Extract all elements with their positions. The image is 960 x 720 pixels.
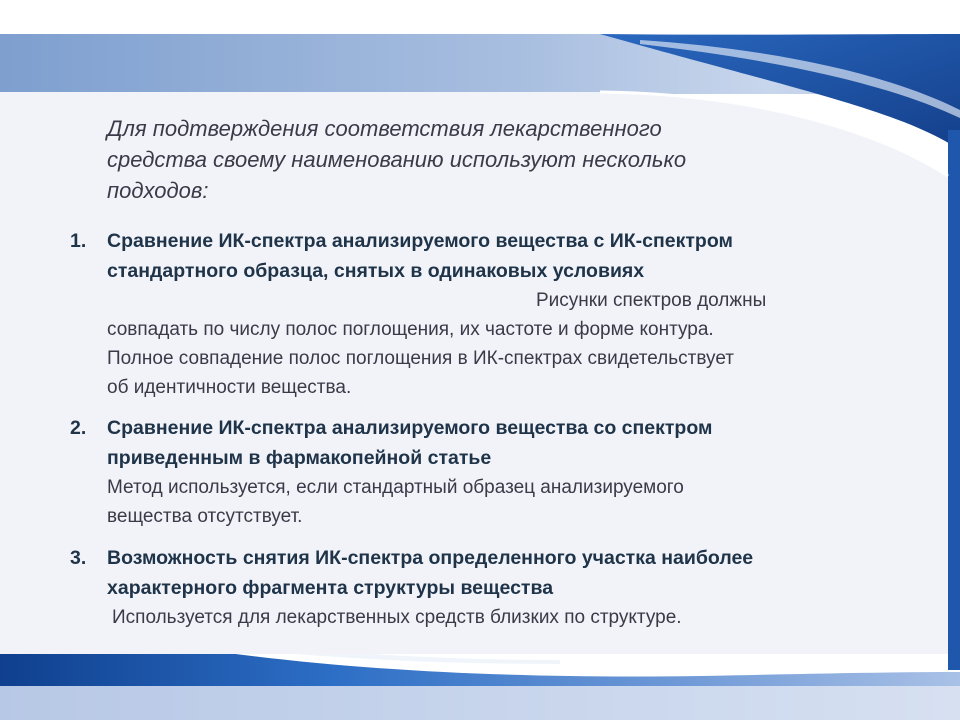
item-2-body [107, 413, 917, 531]
item-2-heading-line-1: Сравнение ИК-спектра анализируемого вещества со спектром [107, 417, 713, 439]
item-3-heading-line-1: Возможность снятия ИК-спектра определенного участка наиболее [107, 547, 754, 569]
item-1-heading-line-2: стандартного образца, снятых в одинаковых условиях [107, 260, 645, 282]
item-1-desc-line-4: об идентичности вещества. [107, 377, 352, 398]
item-1-heading-line-1: Сравнение ИК-спектра анализируемого вещества с ИК-спектром [107, 230, 733, 252]
item-3-number: 3. [70, 547, 87, 569]
item-2-number: 2. [70, 417, 87, 439]
item-3-body [107, 543, 917, 632]
item-1-desc-line-1: Рисунки спектров должны [536, 290, 767, 311]
item-1-desc-line-2: совпадать по числу полос поглощения, их частоте и форме контура. [107, 319, 714, 340]
item-2-desc-line-1: Метод используется, если стандартный образец анализируемого [107, 477, 684, 498]
intro-line-2: средства своему наименованию используют несколько [107, 147, 687, 172]
intro-text [107, 113, 827, 206]
item-3-desc-line-1: Используется для лекарственных средств близких по структуре. [112, 607, 682, 628]
item-2-heading-line-2: приведенным в фармакопейной статье [107, 447, 492, 469]
intro-line-3: подходов: [107, 178, 209, 203]
item-3-heading-line-2: характерного фрагмента структуры вещества [107, 577, 554, 599]
item-1-body [107, 226, 917, 402]
item-1-number: 1. [70, 230, 87, 252]
item-1-desc-line-3: Полное совпадение полос поглощения в ИК-спектрах свидетельствует [107, 348, 734, 369]
intro-line-1: Для подтверждения соответствия лекарственного [107, 116, 662, 141]
item-2-desc-line-2: вещества отсутствует. [107, 506, 303, 527]
